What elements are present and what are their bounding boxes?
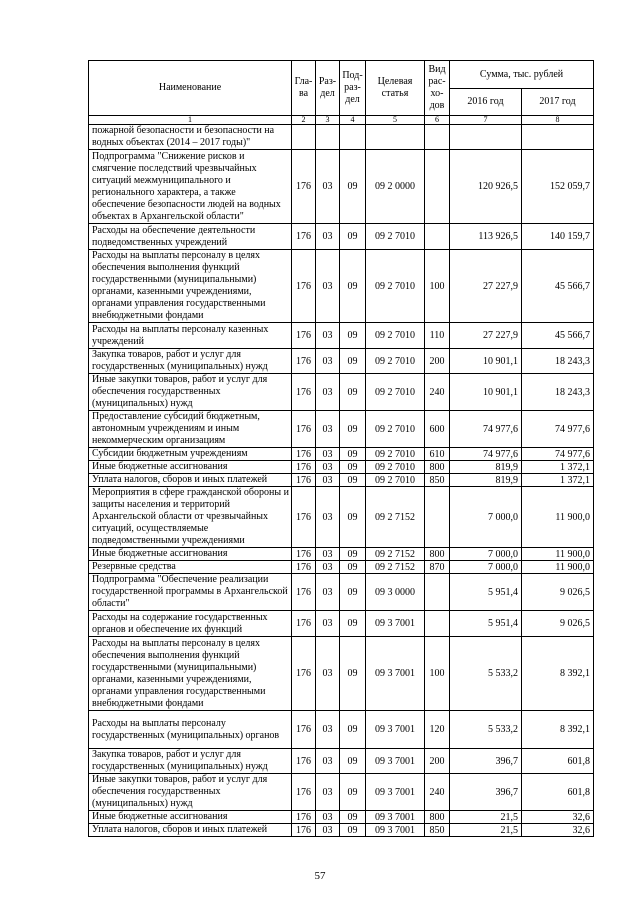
row-sum-2016: 120 926,5 xyxy=(450,150,522,224)
row-chapter: 176 xyxy=(292,487,316,548)
row-expense-type xyxy=(425,224,450,250)
row-expense-type: 600 xyxy=(425,411,450,448)
row-sum-2016: 5 951,4 xyxy=(450,574,522,611)
row-name: Расходы на содержание государственных органов и обеспечение их функций xyxy=(89,611,292,637)
row-section: 03 xyxy=(316,774,340,811)
row-expense-type: 240 xyxy=(425,374,450,411)
row-sum-2016: 74 977,6 xyxy=(450,411,522,448)
row-target-article: 09 2 0000 xyxy=(366,150,425,224)
row-sum-2017: 152 059,7 xyxy=(522,150,594,224)
row-subsection: 09 xyxy=(340,411,366,448)
budget-table xyxy=(88,60,594,837)
header-expense-type: Вид рас-хо-дов xyxy=(425,61,450,116)
row-section: 03 xyxy=(316,561,340,574)
row-sum-2016: 819,9 xyxy=(450,474,522,487)
header-sum: Сумма, тыс. рублей xyxy=(450,61,594,89)
row-expense-type: 120 xyxy=(425,711,450,749)
row-subsection: 09 xyxy=(340,824,366,837)
row-subsection: 09 xyxy=(340,448,366,461)
row-target-article: 09 2 7010 xyxy=(366,323,425,349)
row-subsection: 09 xyxy=(340,250,366,323)
row-subsection: 09 xyxy=(340,711,366,749)
row-chapter: 176 xyxy=(292,548,316,561)
row-expense-type: 870 xyxy=(425,561,450,574)
row-expense-type: 850 xyxy=(425,474,450,487)
row-section: 03 xyxy=(316,250,340,323)
table-row xyxy=(89,824,594,837)
row-subsection: 09 xyxy=(340,548,366,561)
row-section: 03 xyxy=(316,637,340,711)
row-subsection: 09 xyxy=(340,487,366,548)
row-sum-2017: 45 566,7 xyxy=(522,323,594,349)
table-row xyxy=(89,574,594,611)
row-name: Предоставление субсидий бюджетным, автономным учреждениям и иным некоммерческим организациям xyxy=(89,411,292,448)
header-year-2017: 2017 год xyxy=(522,89,594,116)
row-target-article: 09 3 7001 xyxy=(366,749,425,774)
row-sum-2016: 396,7 xyxy=(450,774,522,811)
row-sum-2017: 18 243,3 xyxy=(522,374,594,411)
row-subsection: 09 xyxy=(340,611,366,637)
row-expense-type: 100 xyxy=(425,637,450,711)
table-row xyxy=(89,487,594,548)
row-section: 03 xyxy=(316,711,340,749)
row-chapter: 176 xyxy=(292,824,316,837)
row-name: Резервные средства xyxy=(89,561,292,574)
row-sum-2017: 74 977,6 xyxy=(522,448,594,461)
row-target-article: 09 2 7152 xyxy=(366,561,425,574)
row-target-article: 09 2 7010 xyxy=(366,224,425,250)
table-row xyxy=(89,461,594,474)
row-subsection: 09 xyxy=(340,749,366,774)
row-section: 03 xyxy=(316,574,340,611)
column-number: 1 xyxy=(89,116,292,125)
row-expense-type xyxy=(425,150,450,224)
row-sum-2016: 5 951,4 xyxy=(450,611,522,637)
row-chapter: 176 xyxy=(292,250,316,323)
row-target-article: 09 3 7001 xyxy=(366,637,425,711)
header-name: Наименование xyxy=(89,61,292,116)
row-chapter: 176 xyxy=(292,150,316,224)
row-section: 03 xyxy=(316,487,340,548)
row-section: 03 xyxy=(316,824,340,837)
page-number: 57 xyxy=(314,870,326,882)
table-row xyxy=(89,474,594,487)
row-subsection: 09 xyxy=(340,637,366,711)
row-chapter: 176 xyxy=(292,774,316,811)
row-expense-type: 800 xyxy=(425,461,450,474)
row-sum-2016 xyxy=(450,125,522,150)
row-section: 03 xyxy=(316,323,340,349)
row-chapter: 176 xyxy=(292,561,316,574)
row-name: Расходы на выплаты персоналу казенных учреждений xyxy=(89,323,292,349)
row-subsection xyxy=(340,125,366,150)
row-subsection: 09 xyxy=(340,349,366,374)
row-section: 03 xyxy=(316,349,340,374)
column-number: 5 xyxy=(366,116,425,125)
row-sum-2017: 8 392,1 xyxy=(522,637,594,711)
header-year-2016: 2016 год xyxy=(450,89,522,116)
row-target-article: 09 2 7010 xyxy=(366,411,425,448)
row-sum-2017: 45 566,7 xyxy=(522,250,594,323)
header-chapter: Гла-ва xyxy=(292,61,316,116)
row-expense-type: 110 xyxy=(425,323,450,349)
column-number: 2 xyxy=(292,116,316,125)
row-section: 03 xyxy=(316,150,340,224)
row-chapter: 176 xyxy=(292,323,316,349)
row-name: Субсидии бюджетным учреждениям xyxy=(89,448,292,461)
row-name: Иные бюджетные ассигнования xyxy=(89,548,292,561)
row-sum-2016: 27 227,9 xyxy=(450,323,522,349)
row-section: 03 xyxy=(316,461,340,474)
row-sum-2017: 9 026,5 xyxy=(522,611,594,637)
row-expense-type: 240 xyxy=(425,774,450,811)
row-subsection: 09 xyxy=(340,561,366,574)
row-section xyxy=(316,125,340,150)
table-row xyxy=(89,323,594,349)
row-chapter: 176 xyxy=(292,448,316,461)
row-sum-2016: 27 227,9 xyxy=(450,250,522,323)
row-name: Иные бюджетные ассигнования xyxy=(89,811,292,824)
row-sum-2017: 9 026,5 xyxy=(522,574,594,611)
row-expense-type xyxy=(425,574,450,611)
row-subsection: 09 xyxy=(340,224,366,250)
row-sum-2017: 32,6 xyxy=(522,824,594,837)
row-sum-2016: 113 926,5 xyxy=(450,224,522,250)
row-subsection: 09 xyxy=(340,374,366,411)
table-row xyxy=(89,224,594,250)
row-expense-type: 850 xyxy=(425,824,450,837)
row-sum-2016: 7 000,0 xyxy=(450,561,522,574)
table-row xyxy=(89,749,594,774)
row-chapter: 176 xyxy=(292,461,316,474)
row-sum-2017: 11 900,0 xyxy=(522,548,594,561)
row-sum-2017 xyxy=(522,125,594,150)
column-number: 3 xyxy=(316,116,340,125)
row-target-article: 09 2 7010 xyxy=(366,250,425,323)
table-row xyxy=(89,411,594,448)
row-section: 03 xyxy=(316,548,340,561)
row-name: Расходы на обеспечение деятельности подведомственных учреждений xyxy=(89,224,292,250)
column-number: 6 xyxy=(425,116,450,125)
row-target-article: 09 3 7001 xyxy=(366,824,425,837)
row-chapter: 176 xyxy=(292,411,316,448)
row-name: Мероприятия в сфере гражданской обороны и защиты населения и территорий Архангельской области от чрезвычайных ситуаций, осуществляемые подведомственными учреждениями xyxy=(89,487,292,548)
row-chapter: 176 xyxy=(292,224,316,250)
row-expense-type: 100 xyxy=(425,250,450,323)
row-chapter: 176 xyxy=(292,711,316,749)
row-sum-2016: 21,5 xyxy=(450,811,522,824)
row-expense-type xyxy=(425,611,450,637)
row-target-article: 09 3 7001 xyxy=(366,774,425,811)
row-section: 03 xyxy=(316,611,340,637)
row-name: пожарной безопасности и безопасности на водных объектах (2014 – 2017 годы)" xyxy=(89,125,292,150)
row-name: Расходы на выплаты персоналу государственных (муниципальных) органов xyxy=(89,711,292,749)
row-sum-2017: 11 900,0 xyxy=(522,561,594,574)
row-target-article: 09 2 7010 xyxy=(366,374,425,411)
row-chapter: 176 xyxy=(292,611,316,637)
row-sum-2016: 74 977,6 xyxy=(450,448,522,461)
row-sum-2017: 74 977,6 xyxy=(522,411,594,448)
row-subsection: 09 xyxy=(340,811,366,824)
row-target-article: 09 2 7010 xyxy=(366,349,425,374)
row-section: 03 xyxy=(316,749,340,774)
column-numbers-row xyxy=(89,116,594,125)
row-target-article: 09 2 7010 xyxy=(366,448,425,461)
table-row xyxy=(89,548,594,561)
row-expense-type: 800 xyxy=(425,811,450,824)
table-row xyxy=(89,448,594,461)
table-row xyxy=(89,637,594,711)
row-sum-2017: 8 392,1 xyxy=(522,711,594,749)
column-number: 7 xyxy=(450,116,522,125)
row-name: Иные бюджетные ассигнования xyxy=(89,461,292,474)
row-sum-2017: 11 900,0 xyxy=(522,487,594,548)
row-subsection: 09 xyxy=(340,574,366,611)
row-chapter: 176 xyxy=(292,574,316,611)
row-sum-2016: 5 533,2 xyxy=(450,637,522,711)
row-chapter: 176 xyxy=(292,349,316,374)
row-target-article: 09 2 7152 xyxy=(366,548,425,561)
row-expense-type: 610 xyxy=(425,448,450,461)
row-section: 03 xyxy=(316,224,340,250)
row-section: 03 xyxy=(316,411,340,448)
row-chapter: 176 xyxy=(292,474,316,487)
row-expense-type xyxy=(425,487,450,548)
row-sum-2016: 21,5 xyxy=(450,824,522,837)
row-name: Подпрограмма "Снижение рисков и смягчение последствий чрезвычайных ситуаций межмуниципального и регионального характера, а также обеспечение безопасности людей на водных объектах в Архангельской области" xyxy=(89,150,292,224)
row-target-article: 09 2 7010 xyxy=(366,461,425,474)
row-target-article: 09 3 7001 xyxy=(366,811,425,824)
row-name: Расходы на выплаты персоналу в целях обеспечения выполнения функций государственными (муниципальными) органами, казенными учреждениями, органами управления государственными внебюджетными фондами xyxy=(89,637,292,711)
row-sum-2017: 601,8 xyxy=(522,774,594,811)
row-subsection: 09 xyxy=(340,150,366,224)
table-row xyxy=(89,250,594,323)
row-section: 03 xyxy=(316,474,340,487)
row-sum-2016: 10 901,1 xyxy=(450,374,522,411)
row-section: 03 xyxy=(316,811,340,824)
table-row xyxy=(89,811,594,824)
row-name: Закупка товаров, работ и услуг для государственных (муниципальных) нужд xyxy=(89,349,292,374)
row-sum-2016: 7 000,0 xyxy=(450,487,522,548)
row-chapter: 176 xyxy=(292,374,316,411)
budget-table-sheet xyxy=(88,60,593,837)
row-subsection: 09 xyxy=(340,461,366,474)
table-row xyxy=(89,349,594,374)
row-subsection: 09 xyxy=(340,474,366,487)
table-row xyxy=(89,774,594,811)
row-sum-2016: 5 533,2 xyxy=(450,711,522,749)
row-name: Расходы на выплаты персоналу в целях обеспечения выполнения функций государственными (муниципальными) органами, казенными учреждениями, органами управления государственными внебюджетными фондами xyxy=(89,250,292,323)
row-sum-2017: 32,6 xyxy=(522,811,594,824)
row-sum-2017: 1 372,1 xyxy=(522,474,594,487)
row-chapter: 176 xyxy=(292,811,316,824)
row-target-article xyxy=(366,125,425,150)
row-name: Подпрограмма "Обеспечение реализации государственной программы в Архангельской области" xyxy=(89,574,292,611)
header-section: Раз-дел xyxy=(316,61,340,116)
table-row xyxy=(89,150,594,224)
row-sum-2017: 18 243,3 xyxy=(522,349,594,374)
row-sum-2017: 601,8 xyxy=(522,749,594,774)
row-sum-2016: 7 000,0 xyxy=(450,548,522,561)
column-number: 4 xyxy=(340,116,366,125)
table-row xyxy=(89,561,594,574)
table-row xyxy=(89,125,594,150)
row-chapter xyxy=(292,125,316,150)
row-target-article: 09 3 0000 xyxy=(366,574,425,611)
row-sum-2017: 1 372,1 xyxy=(522,461,594,474)
row-chapter: 176 xyxy=(292,637,316,711)
row-section: 03 xyxy=(316,448,340,461)
row-target-article: 09 3 7001 xyxy=(366,611,425,637)
row-section: 03 xyxy=(316,374,340,411)
row-expense-type xyxy=(425,125,450,150)
header-subsection: Под-раз-дел xyxy=(340,61,366,116)
row-expense-type: 200 xyxy=(425,349,450,374)
column-number: 8 xyxy=(522,116,594,125)
row-name: Закупка товаров, работ и услуг для государственных (муниципальных) нужд xyxy=(89,749,292,774)
row-sum-2016: 10 901,1 xyxy=(450,349,522,374)
row-expense-type: 200 xyxy=(425,749,450,774)
row-subsection: 09 xyxy=(340,323,366,349)
row-name: Уплата налогов, сборов и иных платежей xyxy=(89,824,292,837)
row-sum-2016: 396,7 xyxy=(450,749,522,774)
row-name: Уплата налогов, сборов и иных платежей xyxy=(89,474,292,487)
table-row xyxy=(89,711,594,749)
row-sum-2017: 140 159,7 xyxy=(522,224,594,250)
row-name: Иные закупки товаров, работ и услуг для обеспечения государственных (муниципальных) нужд xyxy=(89,774,292,811)
row-chapter: 176 xyxy=(292,749,316,774)
row-target-article: 09 2 7152 xyxy=(366,487,425,548)
table-row xyxy=(89,374,594,411)
row-name: Иные закупки товаров, работ и услуг для обеспечения государственных (муниципальных) нужд xyxy=(89,374,292,411)
row-target-article: 09 2 7010 xyxy=(366,474,425,487)
row-expense-type: 800 xyxy=(425,548,450,561)
row-target-article: 09 3 7001 xyxy=(366,711,425,749)
header-target-article: Целевая статья xyxy=(366,61,425,116)
row-sum-2016: 819,9 xyxy=(450,461,522,474)
table-row xyxy=(89,611,594,637)
row-subsection: 09 xyxy=(340,774,366,811)
